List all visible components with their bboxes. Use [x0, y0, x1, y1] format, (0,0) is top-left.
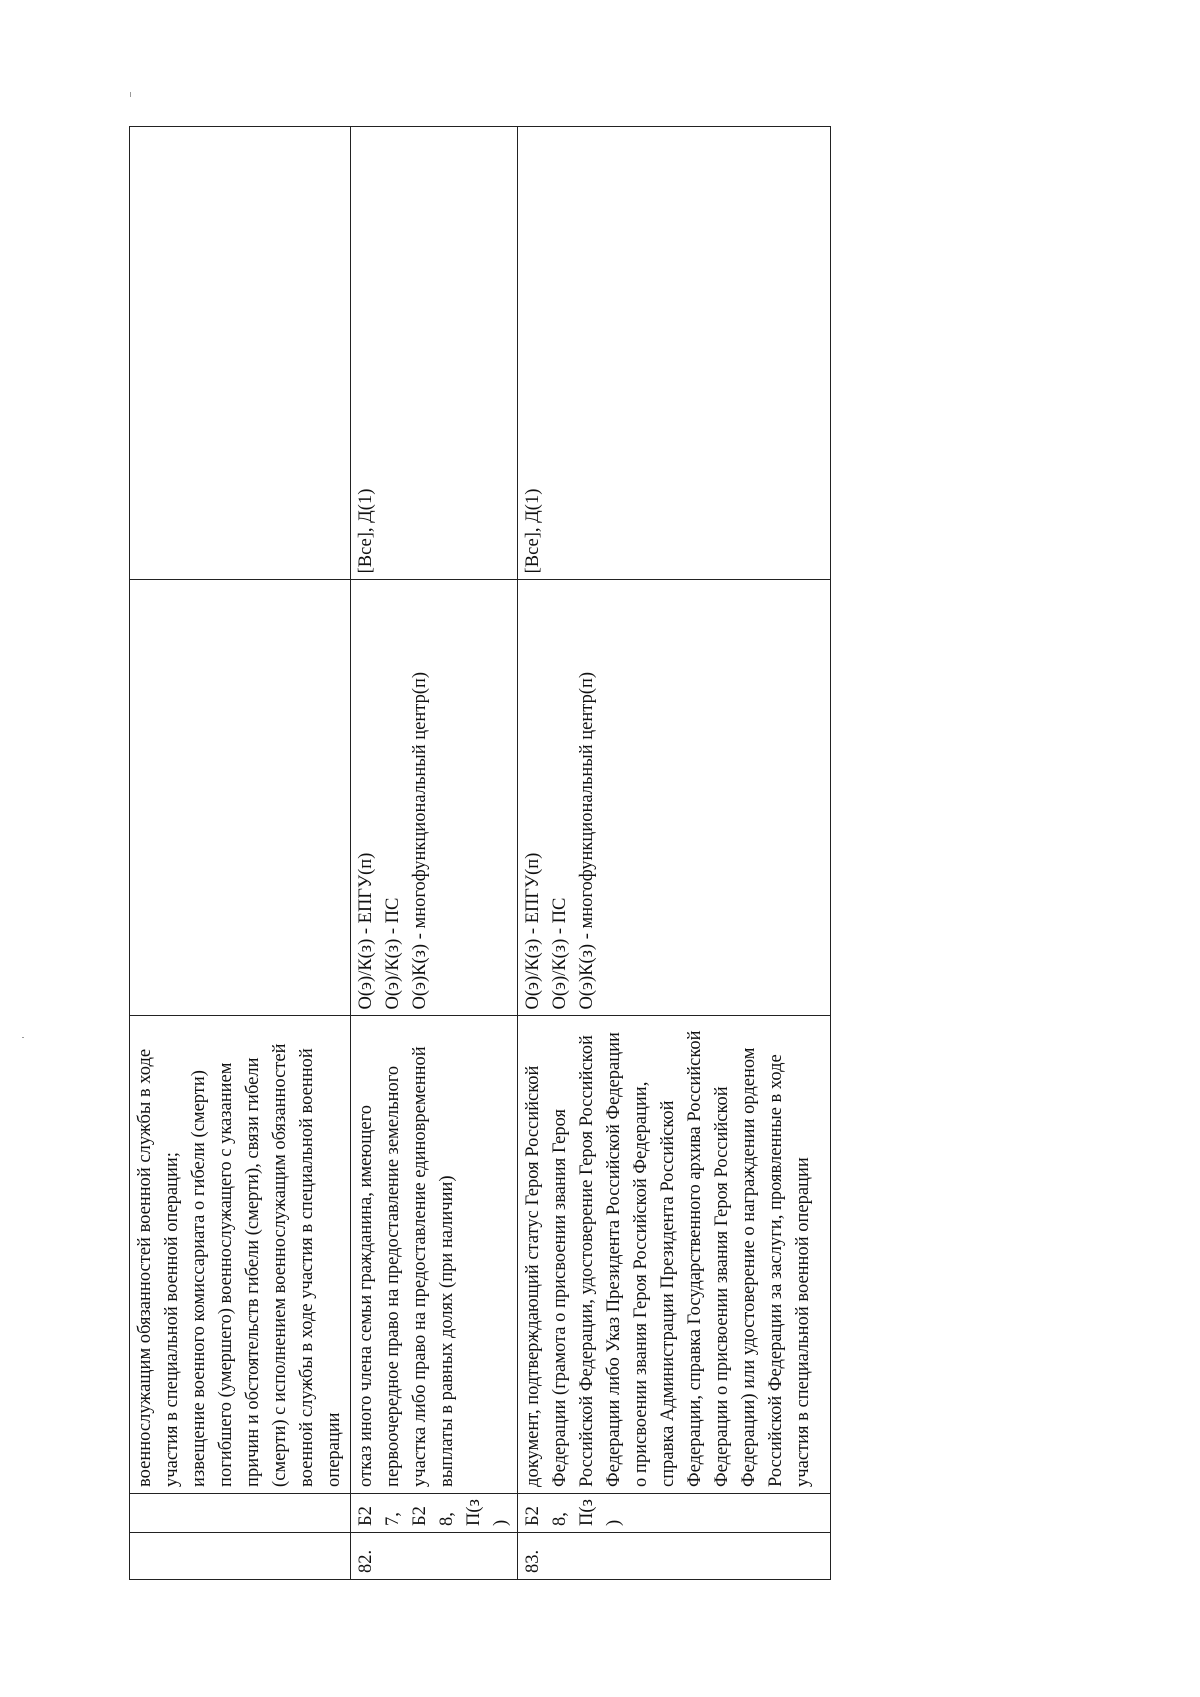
row-codes: Б28, П(з) [523, 1499, 624, 1526]
row-number-cell [130, 1532, 351, 1579]
row-submission-cell [130, 580, 351, 1016]
rotated-table-wrapper [129, 126, 813, 1580]
row-categories-cell [351, 127, 518, 580]
row-document-cell [351, 1016, 518, 1493]
row-document: документ, подтверждающий статус Героя Российской Федерации (грамота о присвоении звания Героя Российской Федерации, удостоверение Героя Российской Федерации либо Указ Президента Российской Федерации о присвоении звания Героя Российской Федерации, справка Администрации Президента Российской Федерации, справка Государственного архива Российской Федерации о присвоении звания Героя Российской Федерации) или удостоверение о награждении орденом Российской Федерации за заслуги, проявленные в ходе участия в специальной военной операции [523, 1030, 813, 1487]
table-row [130, 127, 351, 1580]
row-number: 83. [523, 1549, 543, 1573]
row-codes-cell [130, 1493, 351, 1532]
row-categories-cell [518, 127, 831, 580]
row-document: военнослужащим обязанностей военной службы в ходе участия в специальной военной операции; извещение военного комиссариата о гибели (смерти) погибшего (умершего) военнослужащего с указанием причин и обстоятельств гибели (смерти), связи гибели (смерти) с исполнением военнослужащим обязанностей военной службы в ходе участия в специальной военной операции [135, 1043, 344, 1487]
row-document-cell [130, 1016, 351, 1493]
row-submission: О(э)/К(з) - ЕПГУ(п) О(э)/К(з) - ПС О(э)К(з) - многофункциональный центр(п) [523, 671, 597, 1010]
row-codes: Б27, Б28, П(з) [356, 1499, 511, 1526]
row-submission-cell [518, 580, 831, 1016]
table-row [351, 127, 518, 1580]
row-codes-cell [351, 1493, 518, 1532]
row-submission-cell [351, 580, 518, 1016]
row-number-cell [351, 1532, 518, 1579]
table-row [518, 127, 831, 1580]
documents-table [129, 126, 831, 1580]
row-categories: [Все], Д(1) [523, 488, 543, 574]
scan-mark [130, 92, 131, 97]
row-number-cell [518, 1532, 831, 1579]
row-number: 82. [356, 1549, 376, 1573]
row-codes-cell [518, 1493, 831, 1532]
row-submission: О(э)/К(з) - ЕПГУ(п) О(э)/К(з) - ПС О(э)К(з) - многофункциональный центр(п) [356, 671, 430, 1010]
row-document-cell [518, 1016, 831, 1493]
row-categories-cell [130, 127, 351, 580]
row-document: отказ иного члена семьи гражданина, имеющего первоочередное право на предоставление земельного участка либо право на предоставление единовременной выплаты в равных долях (при наличии) [356, 1046, 457, 1487]
row-categories: [Все], Д(1) [356, 488, 376, 574]
scan-mark [22, 1037, 24, 1038]
